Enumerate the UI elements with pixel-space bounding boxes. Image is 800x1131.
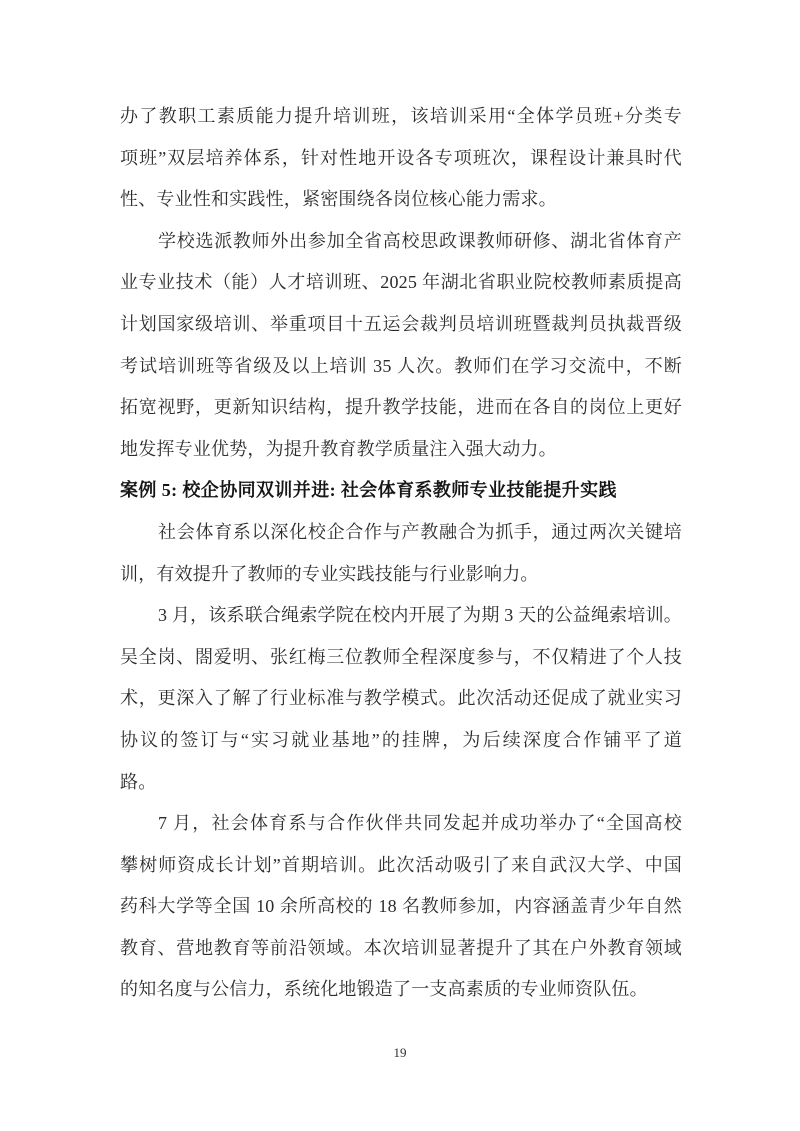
- paragraph: [120, 221, 682, 471]
- text-line: 社会体育系以深化校企合作与产教融合为抓手，通过两次关键培: [158, 521, 682, 542]
- text-line: 协议的签订与“实习就业基地”的挂牌，为后续深度合作铺平了道: [120, 729, 682, 750]
- paragraph-continuation: [120, 96, 682, 221]
- text-line: 药科大学等全国 10 余所高校的 18 名教师参加，内容涵盖青少年自然: [120, 896, 682, 917]
- text-line: 训，有效提升了教师的专业实践技能与行业影响力。: [120, 563, 539, 584]
- paragraph: [120, 512, 682, 595]
- paragraph: [120, 595, 682, 803]
- text-line: 吴全岗、閤爱明、张红梅三位教师全程深度参与，不仅精进了个人技: [120, 646, 682, 667]
- page-footer: [0, 1044, 800, 1062]
- text-line: 考试培训班等省级及以上培训 35 人次。教师们在学习交流中，不断: [120, 355, 682, 376]
- text-line: 教育、营地教育等前沿领域。本次培训显著提升了其在户外教育领域: [120, 937, 682, 958]
- text-line: 拓宽视野，更新知识结构，提升教学技能，进而在各自的岗位上更好: [120, 397, 682, 418]
- text-line: 7 月，社会体育系与合作伙伴共同发起并成功举办了“全国高校: [158, 813, 682, 834]
- text-line: 攀树师资成长计划”首期培训。此次活动吸引了来自武汉大学、中国: [120, 854, 682, 875]
- text-line: 3 月，该系联合绳索学院在校内开展了为期 3 天的公益绳索培训。: [158, 605, 682, 626]
- text-line: 业专业技术（能）人才培训班、2025 年湖北省职业院校教师素质提高: [120, 272, 682, 293]
- text-line: 的知名度与公信力，系统化地锻造了一支高素质的专业师资队伍。: [120, 979, 648, 1000]
- case-heading: [120, 470, 682, 512]
- text-line: 性、专业性和实践性，紧密围绕各岗位核心能力需求。: [120, 189, 557, 210]
- heading-text: 案例 5: 校企协同双训并进: 社会体育系教师专业技能提升实践: [120, 480, 617, 501]
- text-line: 学校选派教师外出参加全省高校思政课教师研修、湖北省体育产: [158, 230, 682, 251]
- text-line: 办了教职工素质能力提升培训班，该培训采用“全体学员班+分类专: [120, 106, 682, 126]
- page-number: 19: [393, 1045, 407, 1060]
- text-line: 计划国家级培训、举重项目十五运会裁判员培训班暨裁判员执裁晋级: [120, 313, 682, 334]
- text-line: 项班”双层培养体系，针对性地开设各专项班次，课程设计兼具时代: [120, 147, 682, 168]
- text-line: 地发挥专业优势，为提升教育教学质量注入强大动力。: [120, 438, 557, 459]
- text-line: 路。: [120, 771, 157, 792]
- paragraph: [120, 803, 682, 1011]
- text-line: 术，更深入了解了行业标准与教学模式。此次活动还促成了就业实习: [120, 688, 682, 709]
- document-body: [120, 96, 682, 1011]
